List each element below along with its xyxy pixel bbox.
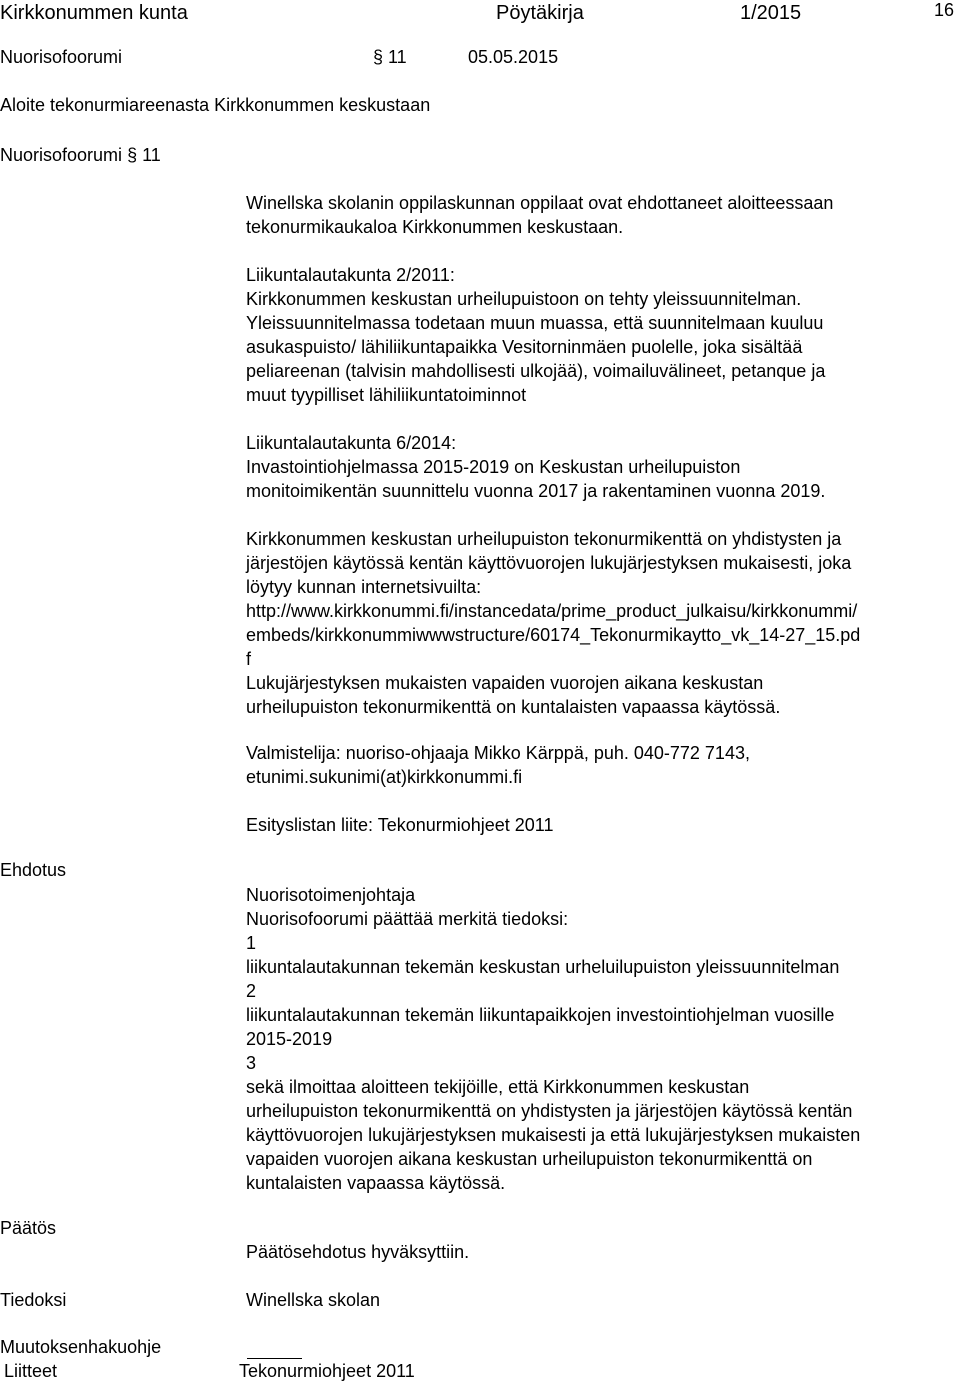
body-name: Nuorisofoorumi bbox=[0, 47, 123, 67]
text-line: muut tyypilliset lähiliikuntatoiminnot bbox=[246, 385, 527, 405]
liitteet-label: Liitteet bbox=[4, 1361, 58, 1381]
section-number: 11 bbox=[388, 47, 407, 67]
text-line: sekä ilmoittaa aloitteen tekijöille, että Kirkkonummen keskustan bbox=[246, 1077, 750, 1097]
tiedoksi-text: Winellska skolan bbox=[246, 1290, 381, 1310]
schedule-link-line[interactable]: f bbox=[246, 649, 252, 669]
text-line: monitoimikentän suunnittelu vuonna 2017 ja rakentaminen vuonna 2019. bbox=[246, 481, 826, 501]
reference-label bbox=[0, 145, 161, 166]
paatos-label: Päätös bbox=[0, 1218, 57, 1238]
text-line: järjestöjen käytössä kentän käyttövuorojen lukujärjestyksen mukaisesti, joka bbox=[246, 553, 852, 573]
paatos-text: Päätösehdotus hyväksyttiin. bbox=[246, 1242, 470, 1262]
text-line: 2015-2019 bbox=[246, 1029, 333, 1049]
text-line: tekonurmikaukaloa Kirkkonummen keskustaan. bbox=[246, 217, 624, 237]
text-line: Yleissuunnitelmassa todetaan muun muassa, että suunnitelmaan kuuluu bbox=[246, 313, 824, 333]
text-line: Lukujärjestyksen mukaisten vapaiden vuorojen aikana keskustan bbox=[246, 673, 764, 693]
text-line: urheilupuiston tekonurmikenttä on kuntalaisten vapaassa käytössä. bbox=[246, 697, 781, 717]
ehdotus-paragraph bbox=[246, 883, 860, 1195]
text-line: Nuorisotoimenjohtaja bbox=[246, 885, 416, 905]
text-line: peliareenan (talvisin mahdollisesti ulkojää), voimailuvälineet, petanque ja bbox=[246, 361, 826, 381]
document-number: 1/2015 bbox=[740, 2, 802, 24]
blank-underline bbox=[247, 1358, 302, 1359]
intro-paragraph bbox=[246, 191, 833, 239]
text-line: löytyy kunnan internetsivuilta: bbox=[246, 577, 482, 597]
reference-body: Nuorisofoorumi bbox=[0, 145, 123, 165]
ehdotus-label: Ehdotus bbox=[0, 860, 67, 880]
text-line: liikuntalautakunnan tekemän keskustan urheluilupuiston yleissuunnitelman bbox=[246, 957, 840, 977]
preparer-paragraph bbox=[246, 741, 750, 789]
page-number: 16 bbox=[934, 0, 955, 20]
text-line: 1 bbox=[246, 933, 257, 953]
meeting-date: 05.05.2015 bbox=[468, 47, 559, 67]
section-symbol-icon: § bbox=[127, 145, 138, 165]
reference-number: 11 bbox=[142, 145, 161, 165]
schedule-link-line[interactable]: embeds/kirkkonummiwwwstructure/60174_Tekonurmikaytto_vk_14-27_15.pd bbox=[246, 625, 861, 645]
text-line: etunimi.sukunimi(at)kirkkonummi.fi bbox=[246, 767, 523, 787]
liitteet-text: Tekonurmiohjeet 2011 bbox=[239, 1361, 415, 1381]
text-line: Invastointiohjelmassa 2015-2019 on Keskustan urheilupuiston bbox=[246, 457, 741, 477]
text-line: 2 bbox=[246, 981, 257, 1001]
text-line: Kirkkonummen keskustan urheilupuistoon on tehty yleissuunnitelman. bbox=[246, 289, 802, 309]
text-line: Liikuntalautakunta 2/2011: bbox=[246, 265, 455, 285]
text-line: käyttövuorojen lukujärjestyksen mukaisesti ja että lukujärjestyksen mukaisten bbox=[246, 1125, 861, 1145]
text-line: Liikuntalautakunta 6/2014: bbox=[246, 433, 457, 453]
agenda-attachment: Esityslistan liite: Tekonurmiohjeet 2011 bbox=[246, 815, 554, 835]
text-line: Winellska skolanin oppilaskunnan oppilaat ovat ehdottaneet aloitteessaan bbox=[246, 193, 834, 213]
text-line: kuntalaisten vapaassa käytössä. bbox=[246, 1173, 506, 1193]
municipality-name: Kirkkonummen kunta bbox=[0, 2, 188, 24]
page-title: Aloite tekonurmiareenasta Kirkkonummen keskustaan bbox=[0, 95, 431, 115]
kaytto-paragraph bbox=[246, 527, 860, 719]
muutoksenhakuohje-label: Muutoksenhakuohje bbox=[0, 1337, 162, 1357]
text-line: urheilupuiston tekonurmikenttä on yhdistysten ja järjestöjen käytössä kentän bbox=[246, 1101, 853, 1121]
document-type: Pöytäkirja bbox=[496, 2, 584, 24]
liikuntalautakunta-2011-paragraph bbox=[246, 263, 825, 407]
text-line: liikuntalautakunnan tekemän liikuntapaikkojen investointiohjelman vuosille bbox=[246, 1005, 835, 1025]
text-line: Nuorisofoorumi päättää merkitä tiedoksi: bbox=[246, 909, 569, 929]
liikuntalautakunta-2014-paragraph bbox=[246, 431, 825, 503]
text-line: 3 bbox=[246, 1053, 257, 1073]
text-line: Kirkkonummen keskustan urheilupuiston tekonurmikenttä on yhdistysten ja bbox=[246, 529, 842, 549]
text-line: asukaspuisto/ lähiliikuntapaikka Vesitorninmäen puolelle, joka sisältää bbox=[246, 337, 803, 357]
tiedoksi-label: Tiedoksi bbox=[0, 1290, 67, 1310]
section-symbol-icon: § bbox=[373, 47, 384, 67]
schedule-link-line[interactable]: http://www.kirkkonummi.fi/instancedata/prime_product_julkaisu/kirkkonummi/ bbox=[246, 601, 858, 621]
text-line: Valmistelija: nuoriso-ohjaaja Mikko Kärppä, puh. 040-772 7143, bbox=[246, 743, 750, 763]
text-line: vapaiden vuorojen aikana keskustan urheilupuiston tekonurmikenttä on bbox=[246, 1149, 813, 1169]
